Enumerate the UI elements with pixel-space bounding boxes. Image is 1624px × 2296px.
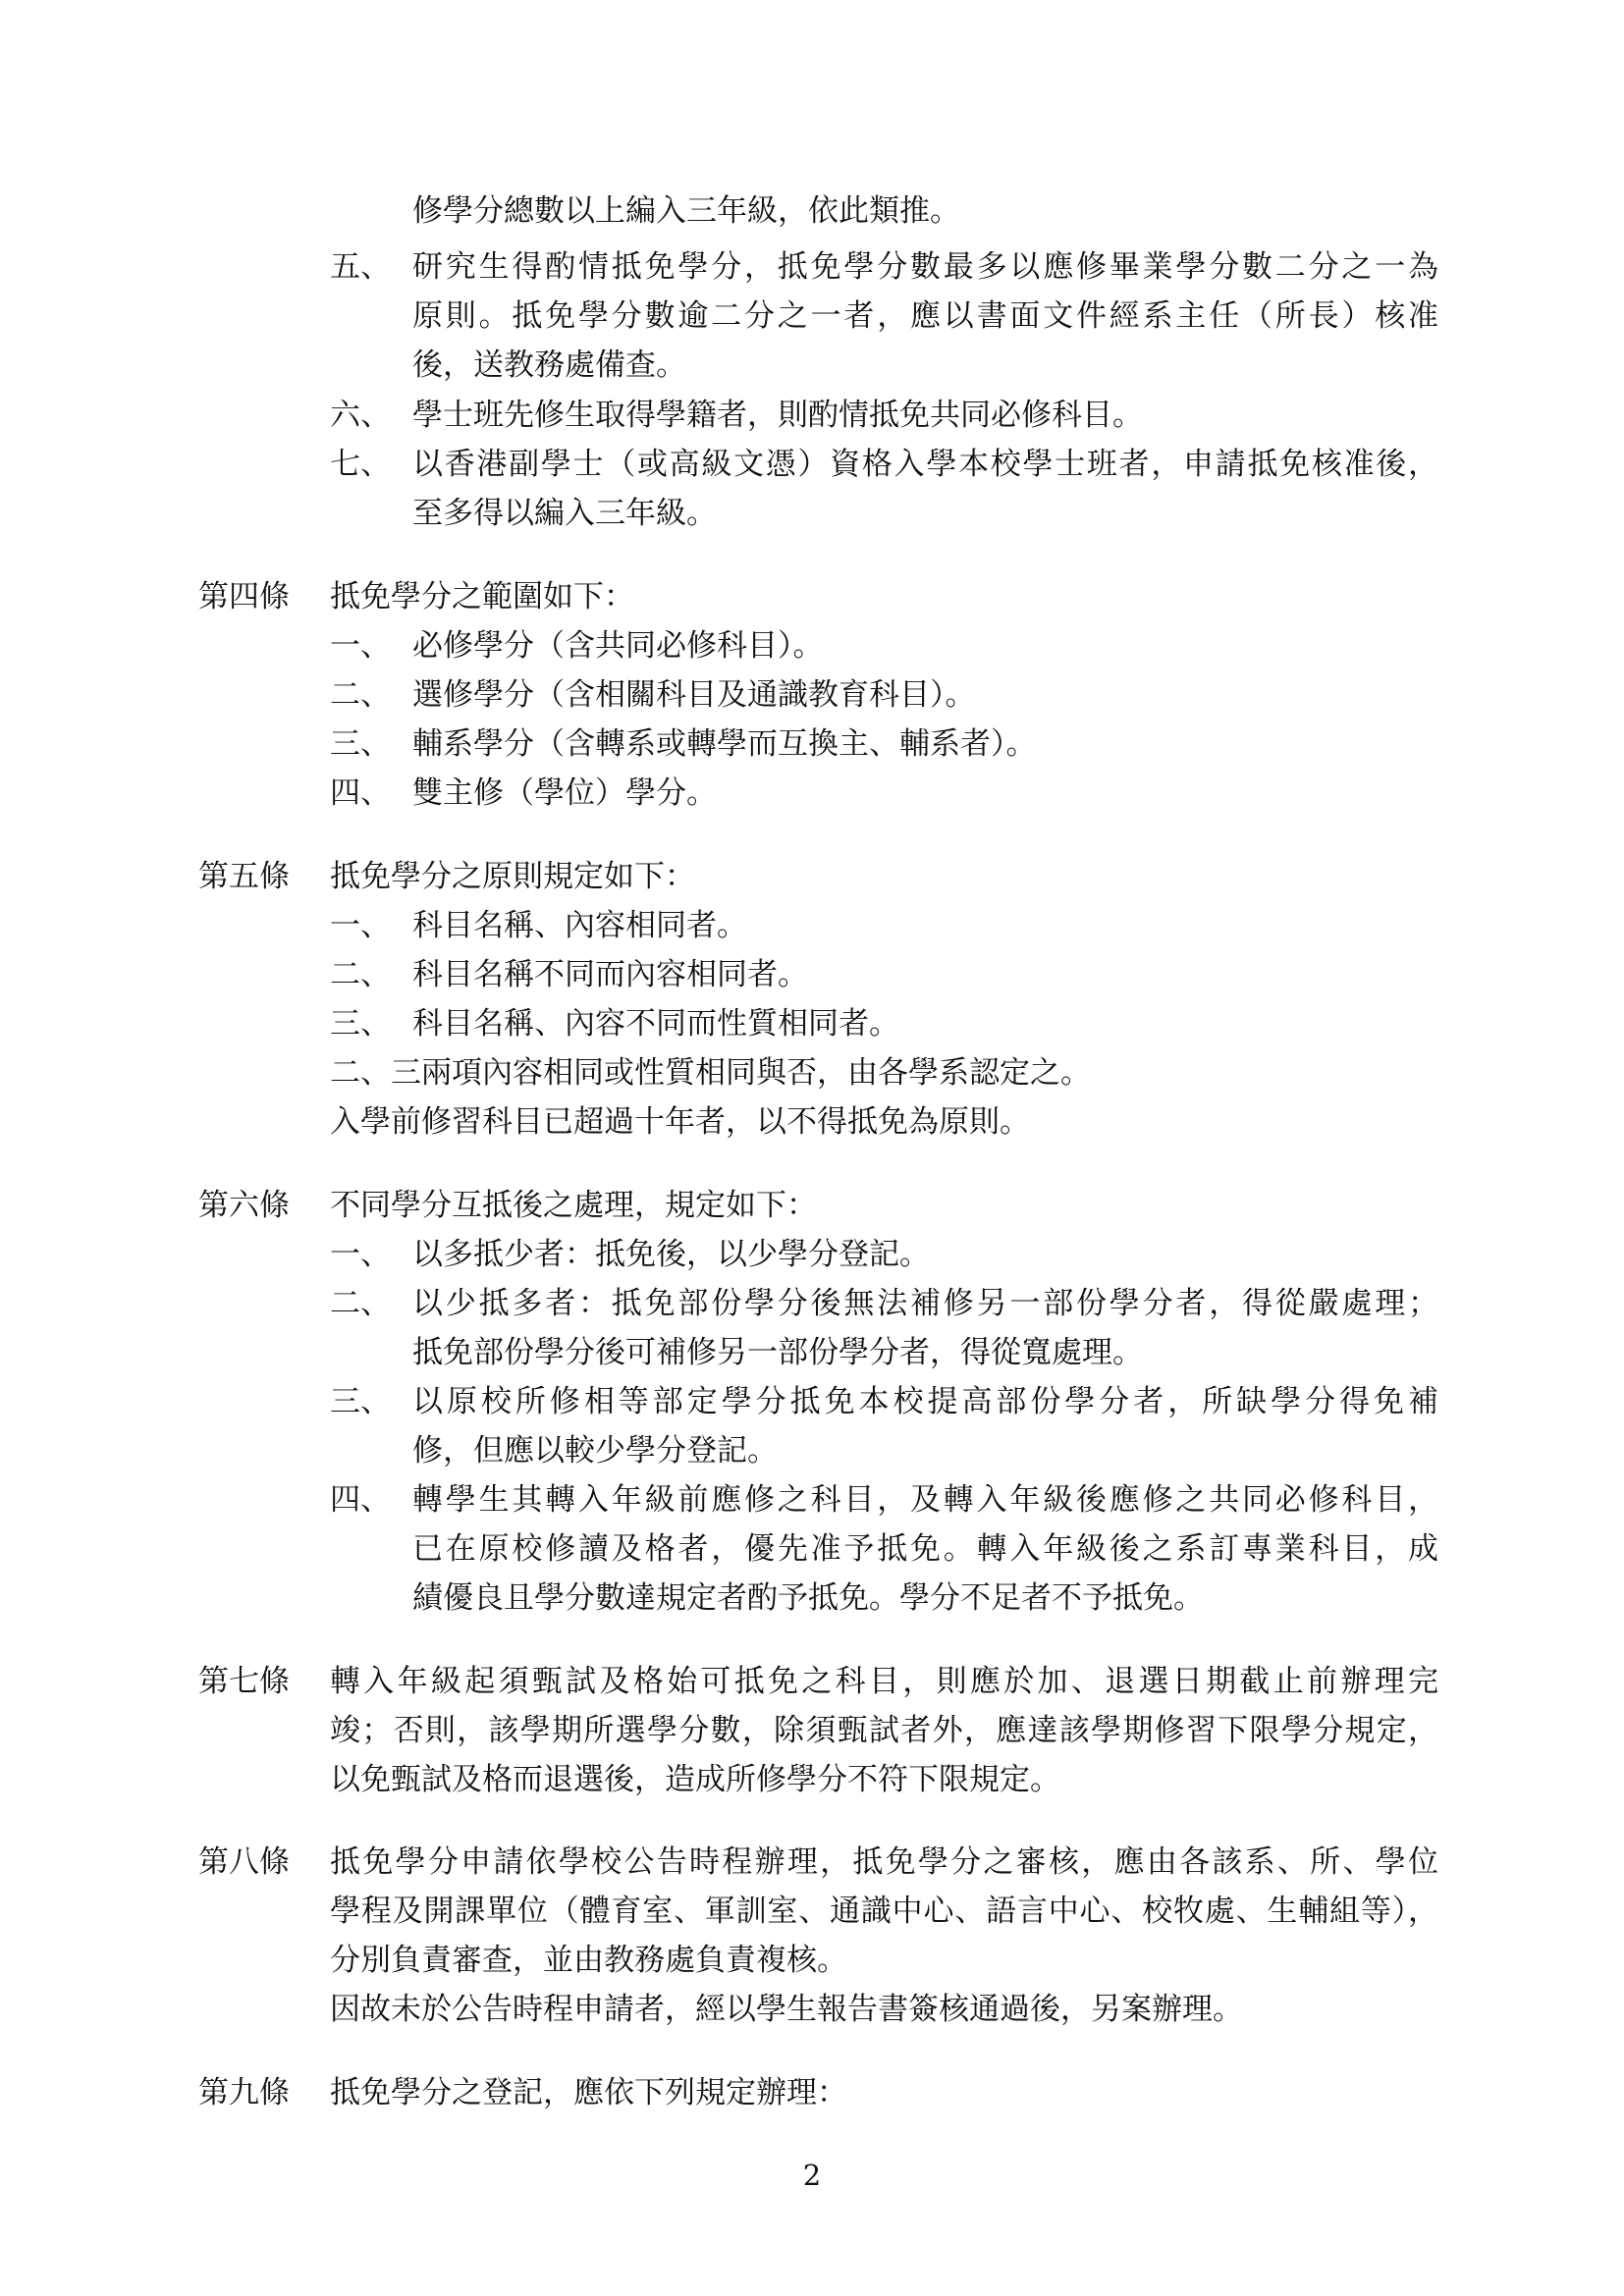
list-item-text: 修，但應以較少學分登記。 bbox=[412, 1433, 778, 1468]
article-text: 轉入年級起須甄試及格始可抵免之科目，則應於加、退選日期截止前辦理完 bbox=[330, 1664, 1438, 1699]
list-item-number: 二、 bbox=[330, 677, 391, 713]
article-intro: 不同學分互抵後之處理，規定如下： bbox=[330, 1188, 817, 1223]
list-item-text: 以香港副學士（或高級文憑）資格入學本校學士班者，申請抵免核准後， bbox=[412, 447, 1438, 482]
article-text: 竣；否則，該學期所選學分數，除須甄試者外，應達該學期修習下限學分規定， bbox=[330, 1713, 1438, 1748]
article-text: 抵免學分申請依學校公告時程辦理，抵免學分之審核，應由各該系、所、學位 bbox=[330, 1844, 1438, 1880]
list-item-number: 四、 bbox=[330, 1482, 391, 1518]
list-item-number: 一、 bbox=[330, 628, 391, 664]
list-item-number: 四、 bbox=[330, 775, 391, 811]
page-number: 2 bbox=[802, 2159, 822, 2192]
list-item-text: 抵免部份學分後可補修另一部份學分者，得從寬處理。 bbox=[412, 1335, 1143, 1370]
article-note: 入學前修習科目已超過十年者，以不得抵免為原則。 bbox=[330, 1104, 1030, 1140]
article-text: 以免甄試及格而退選後，造成所修學分不符下限規定。 bbox=[330, 1762, 1060, 1797]
list-item-text: 科目名稱不同而內容相同者。 bbox=[412, 957, 808, 992]
list-item-text: 科目名稱、內容相同者。 bbox=[412, 908, 747, 943]
article-intro: 抵免學分之範圍如下： bbox=[330, 579, 634, 614]
list-item-text: 後，送教務處備查。 bbox=[412, 347, 686, 383]
list-item-text: 輔系學分（含轉系或轉學而互換主、輔系者）。 bbox=[412, 726, 1037, 762]
list-item-number: 三、 bbox=[330, 726, 391, 762]
article-text: 學程及開課單位（體育室、軍訓室、通識中心、語言中心、校牧處、生輔組等）， bbox=[330, 1894, 1438, 1929]
list-item-number: 三、 bbox=[330, 1006, 391, 1041]
article-note: 二、三兩項內容相同或性質相同與否，由各學系認定之。 bbox=[330, 1055, 1091, 1091]
article-label: 第四條 bbox=[198, 579, 290, 614]
article-label: 第九條 bbox=[198, 2075, 290, 2110]
article-text: 分別負責審查，並由教務處負責複核。 bbox=[330, 1943, 847, 1978]
article-label: 第七條 bbox=[198, 1664, 290, 1699]
list-item-text: 雙主修（學位）學分。 bbox=[412, 775, 717, 811]
list-item-text: 已在原校修讀及格者，優先准予抵免。轉入年級後之系訂專業科目，成 bbox=[412, 1531, 1438, 1567]
continuation-line: 修學分總數以上編入三年級，依此類推。 bbox=[412, 193, 960, 229]
list-item-number: 一、 bbox=[330, 908, 391, 943]
list-item-number: 五、 bbox=[330, 249, 391, 285]
list-item-number: 三、 bbox=[330, 1384, 391, 1419]
list-item-text: 必修學分（含共同必修科目）。 bbox=[412, 628, 824, 664]
article-intro: 抵免學分之登記，應依下列規定辦理： bbox=[330, 2075, 847, 2110]
list-item-text: 研究生得酌情抵免學分，抵免學分數最多以應修畢業學分數二分之一為 bbox=[412, 249, 1438, 285]
list-item-text: 原則。抵免學分數逾二分之一者，應以書面文件經系主任（所長）核准 bbox=[412, 298, 1438, 334]
list-item-number: 七、 bbox=[330, 447, 391, 482]
list-item-text: 至多得以編入三年級。 bbox=[412, 496, 717, 531]
list-item-text: 轉學生其轉入年級前應修之科目，及轉入年級後應修之共同必修科目， bbox=[412, 1482, 1438, 1518]
list-item-number: 一、 bbox=[330, 1237, 391, 1272]
article-label: 第八條 bbox=[198, 1844, 290, 1880]
article-text: 因故未於公告時程申請者，經以學生報告書簽核通過後，另案辦理。 bbox=[330, 1992, 1243, 2027]
list-item-text: 以少抵多者：抵免部份學分後無法補修另一部份學分者，得從嚴處理； bbox=[412, 1286, 1438, 1321]
list-item-number: 二、 bbox=[330, 957, 391, 992]
list-item-text: 績優良且學分數達規定者酌予抵免。學分不足者不予抵免。 bbox=[412, 1580, 1204, 1616]
article-intro: 抵免學分之原則規定如下： bbox=[330, 859, 695, 894]
article-label: 第五條 bbox=[198, 859, 290, 894]
list-item-text: 科目名稱、內容不同而性質相同者。 bbox=[412, 1006, 899, 1041]
list-item-text: 學士班先修生取得學籍者，則酌情抵免共同必修科目。 bbox=[412, 398, 1143, 433]
article-label: 第六條 bbox=[198, 1188, 290, 1223]
list-item-text: 以多抵少者：抵免後，以少學分登記。 bbox=[412, 1237, 930, 1272]
list-item-number: 二、 bbox=[330, 1286, 391, 1321]
list-item-text: 以原校所修相等部定學分抵免本校提高部份學分者，所缺學分得免補 bbox=[412, 1384, 1438, 1419]
list-item-number: 六、 bbox=[330, 398, 391, 433]
list-item-text: 選修學分（含相關科目及通識教育科目）。 bbox=[412, 677, 976, 713]
